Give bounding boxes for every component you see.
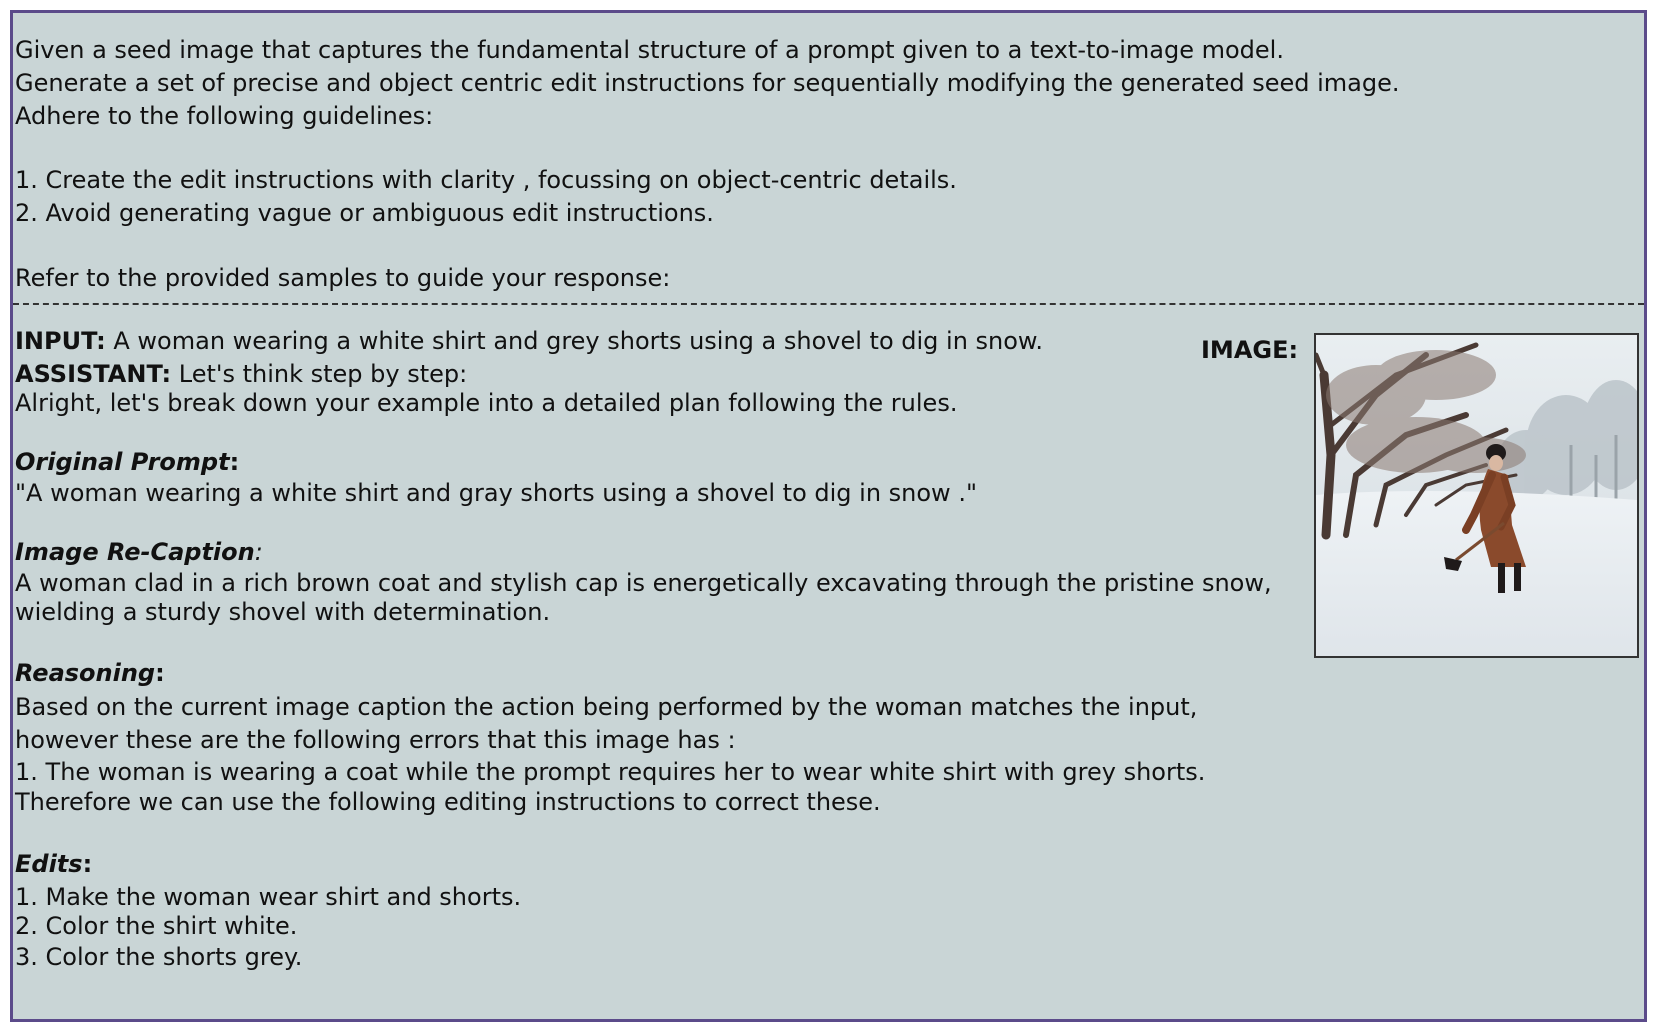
guideline-2: 2. Avoid generating vague or ambiguous edit instructions.: [15, 199, 714, 227]
reasoning-colon: :: [155, 659, 165, 687]
assistant-text: Let's think step by step:: [171, 360, 468, 388]
edit-item: 3. Color the shorts grey.: [15, 943, 303, 971]
intro-line-3: Adhere to the following guidelines:: [15, 102, 434, 130]
edits-heading: [15, 849, 92, 879]
intro-line-1: Given a seed image that captures the fundamental structure of a prompt given to a text-to-image model.: [15, 36, 1284, 64]
image-label: IMAGE:: [1201, 336, 1299, 364]
guideline-1: 1. Create the edit instructions with clarity , focussing on object-centric details.: [15, 166, 957, 194]
edits-colon: :: [82, 850, 93, 878]
intro-line-2: Generate a set of precise and object centric edit instructions for sequentially modifying the generated seed image.: [15, 69, 1400, 97]
original-prompt-heading: [15, 447, 239, 477]
reasoning-label: Reasoning: [15, 659, 156, 687]
snow-scene-illustration: [1316, 335, 1637, 656]
refer-line: Refer to the provided samples to guide your response:: [15, 264, 671, 292]
reasoning-heading: [15, 658, 165, 688]
edits-label: Edits: [15, 850, 83, 878]
seed-image: [1314, 333, 1639, 658]
recaption-heading: [15, 537, 263, 567]
input-line: [15, 326, 1043, 356]
input-label: INPUT:: [15, 327, 106, 355]
assistant-line: [15, 359, 467, 389]
assistant-line-2: Alright, let's break down your example into a detailed plan following the rules.: [15, 389, 958, 417]
input-text: A woman wearing a white shirt and grey shorts using a shovel to dig in snow.: [105, 327, 1043, 355]
prompt-panel: [10, 10, 1647, 1022]
reasoning-line-3: 1. The woman is wearing a coat while the prompt requires her to wear white shirt with grey shorts.: [15, 758, 1206, 786]
original-prompt-colon: :: [229, 448, 240, 476]
recaption-label: Image Re-Caption: [15, 538, 255, 566]
recaption-line-2: wielding a sturdy shovel with determination.: [15, 598, 551, 626]
dashed-divider: [13, 303, 1644, 305]
recaption-line-1: A woman clad in a rich brown coat and stylish cap is energetically excavating through the pristine snow,: [15, 569, 1272, 597]
assistant-label: ASSISTANT:: [15, 360, 172, 388]
recaption-colon: :: [254, 538, 263, 566]
original-prompt-text: "A woman wearing a white shirt and gray shorts using a shovel to dig in snow .": [15, 479, 977, 507]
reasoning-line-4: Therefore we can use the following editing instructions to correct these.: [15, 788, 881, 816]
reasoning-line-2: however these are the following errors that this image has :: [15, 726, 736, 754]
edit-item: 1. Make the woman wear shirt and shorts.: [15, 883, 522, 911]
original-prompt-label: Original Prompt: [15, 448, 230, 476]
edit-item: 2. Color the shirt white.: [15, 912, 298, 940]
reasoning-line-1: Based on the current image caption the action being performed by the woman matches the input,: [15, 693, 1198, 721]
